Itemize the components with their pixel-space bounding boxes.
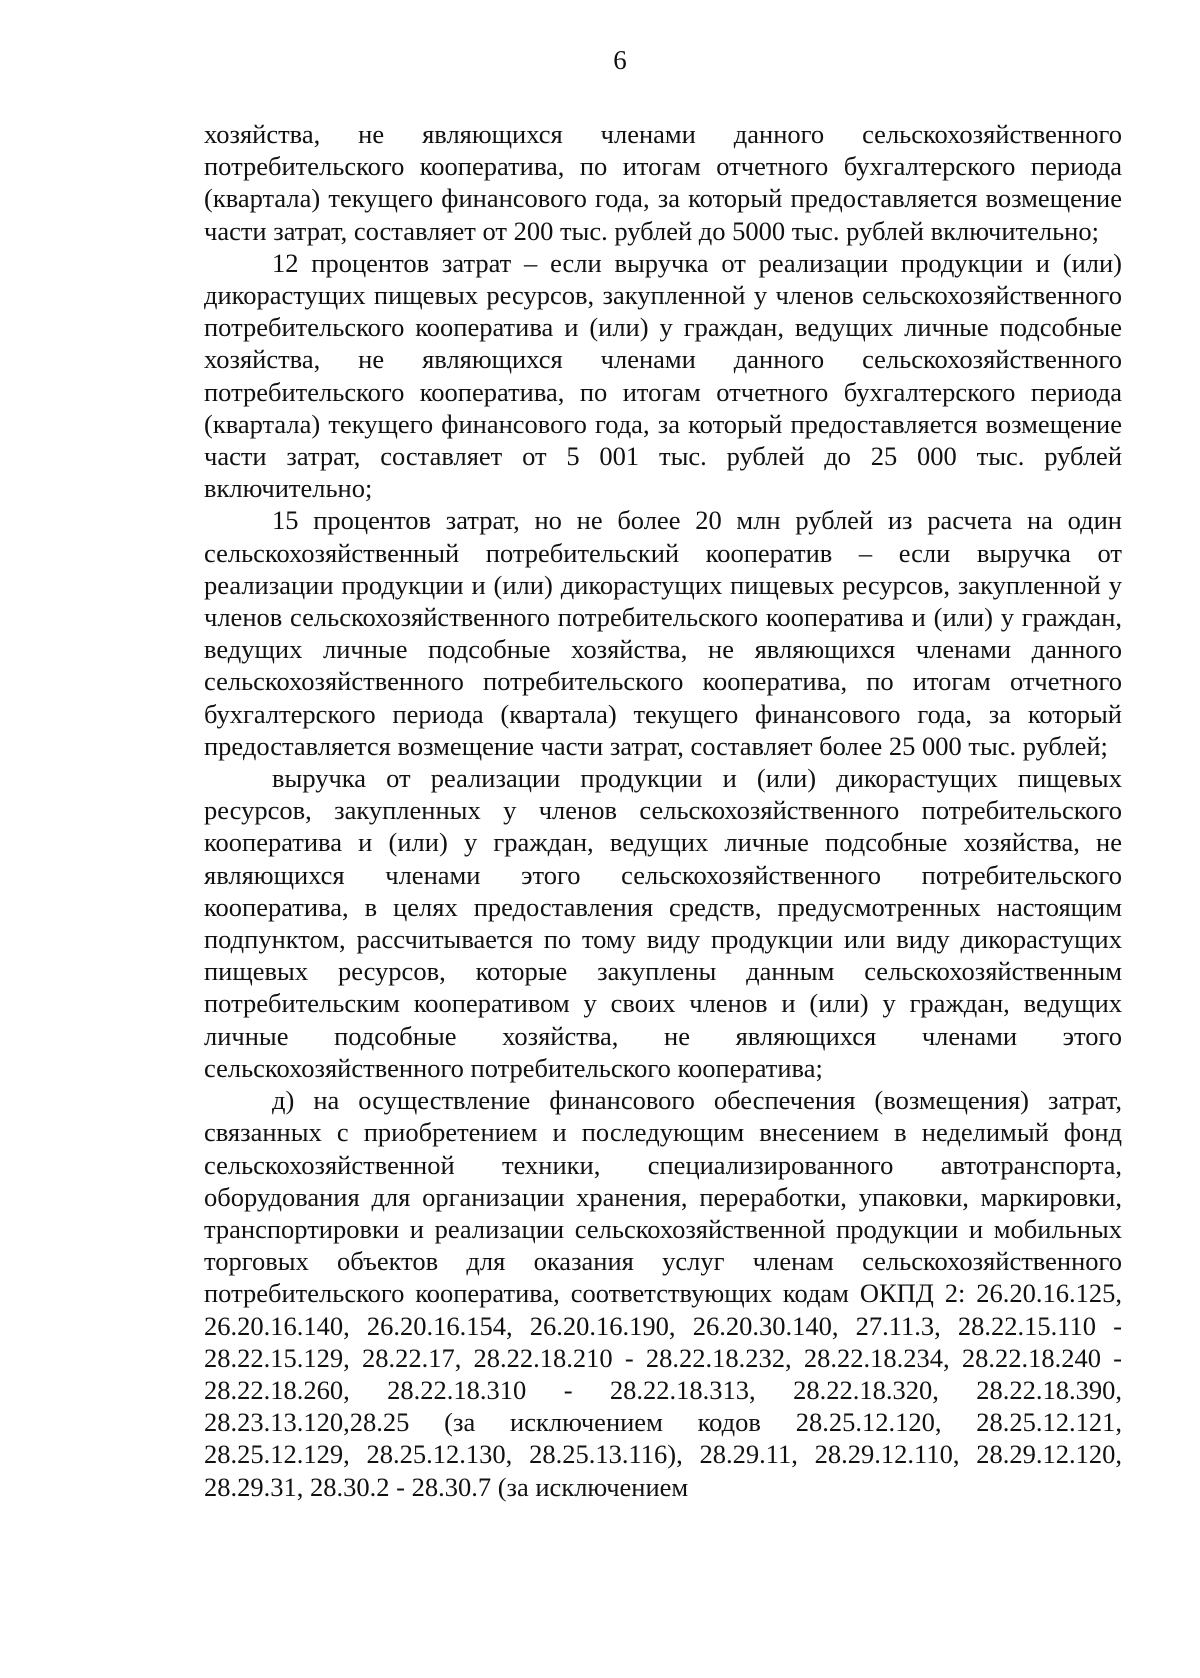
page-number: 6 (613, 45, 627, 75)
paragraph-revenue-calculation: выручка от реализации продукции и (или) дикорастущих пищевых ресурсов, закупленных у членов сельскохозяйственного потребительского кооператива и (или) у граждан, ведущих личные подсобные хозяйства, не являющихся членами этого сельскохозяйственного потребительского кооператива, в целях предоставления средств, предусмотренных настоящим подпунктом, рассчитывается по тому виду продукции или виду дикорастущих пищевых ресурсов, которые закуплены данным сельскохозяйственным потребительским кооперативом у своих членов и (или) у граждан, ведущих личные подсобные хозяйства, не являющихся членами этого сельскохозяйственного потребительского кооператива; (204, 763, 1122, 1083)
paragraph-item-d: д) на осуществление финансового обеспечения (возмещения) затрат, связанных с приобретением и последующим внесением в неделимый фонд сельскохозяйственной техники, специализированного автотранспорта, оборудования для организации хранения, переработки, упаковки, маркировки, транспортировки и реализации сельскохозяйственной продукции и мобильных торговых объектов для оказания услуг членам сельскохозяйственного потребительского кооператива, соответствующих кодам ОКПД 2: 26.20.16.125, 26.20.16.140, 26.20.16.154, 26.20.16.190, 26.20.30.140, 27.11.3, 28.22.15.110 - 28.22.15.129, 28.22.17, 28.22.18.210 - 28.22.18.232, 28.22.18.234, 28.22.18.240 - 28.22.18.260, 28.22.18.310 - 28.22.18.313, 28.22.18.320, 28.22.18.390, 28.23.13.120,28.25 (за исключением кодов 28.25.12.120, 28.25.12.121, 28.25.12.129, 28.25.12.130, 28.25.13.116), 28.29.11, 28.29.12.110, 28.29.12.120, 28.29.31, 28.30.2 - 28.30.7 (за исключением (204, 1085, 1122, 1502)
document-body (204, 118, 1122, 1503)
paragraph-continuation: хозяйства, не являющихся членами данного сельскохозяйственного потребительского кооператива, по итогам отчетного бухгалтерского периода (квартала) текущего финансового года, за который предоставляется возмещение части затрат, составляет от 200 тыс. рублей до 5000 тыс. рублей включительно; (204, 119, 1122, 246)
paragraph-15-percent: 15 процентов затрат, но не более 20 млн рублей из расчета на один сельскохозяйственный потребительский кооператив – если выручка от реализации продукции и (или) дикорастущих пищевых ресурсов, закупленной у членов сельскохозяйственного потребительского кооператива и (или) у граждан, ведущих личные подсобные хозяйства, не являющихся членами данного сельскохозяйственного потребительского кооператива, по итогам отчетного бухгалтерского периода (квартала) текущего финансового года, за который предоставляется возмещение части затрат, составляет более 25 000 тыс. рублей; (204, 505, 1122, 761)
paragraph-12-percent: 12 процентов затрат – если выручка от реализации продукции и (или) дикорастущих пищевых ресурсов, закупленной у членов сельскохозяйственного потребительского кооператива и (или) у граждан, ведущих личные подсобные хозяйства, не являющихся членами данного сельскохозяйственного потребительского кооператива, по итогам отчетного бухгалтерского периода (квартала) текущего финансового года, за который предоставляется возмещение части затрат, составляет от 5 001 тыс. рублей до 25 000 тыс. рублей включительно; (204, 247, 1122, 504)
